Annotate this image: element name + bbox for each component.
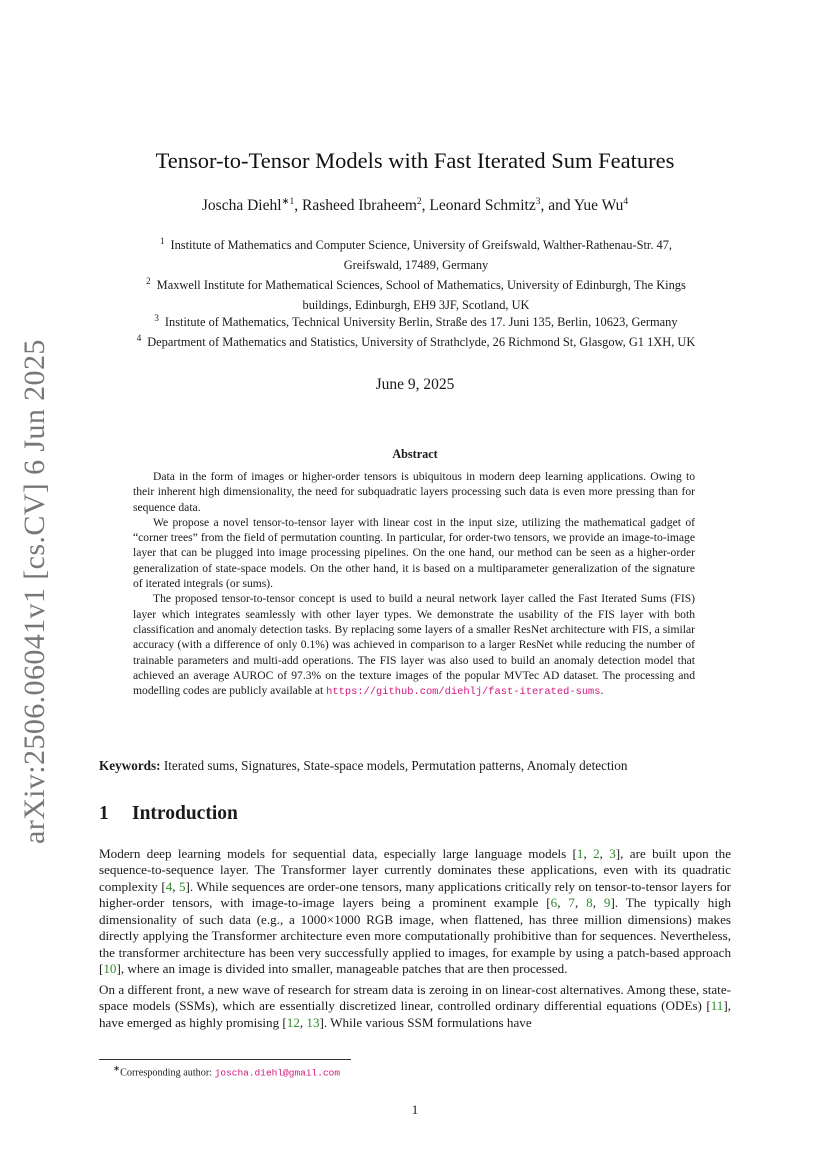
citation-link[interactable]: 1 [576, 846, 584, 861]
body-text: ], have emerged as highly promising [ [99, 998, 731, 1030]
citation-link[interactable]: 7 [568, 895, 575, 911]
arxiv-identifier: arXiv:2506.06041v1 [cs.CV] 6 Jun 2025 [18, 339, 51, 844]
abstract-text: The proposed tensor-to-tensor concept is used to build a neural network layer called the Fast Iterated Sums (FIS) layer which integrates seamlessly with other layer types. We demonstrate the usability of the FIS layer with both classification and anomaly detection tasks. By replacing some layers of a smaller ResNet architecture with FIS, a similar accuracy (with a difference of only 0.1%) was achieved in comparison to a larger ResNet while reducing the number of trainable parameters and multi-add operations. The FIS layer was also used to build an anomaly detection model that achieved an average AUROC of 97.3% on the texture images of the popular MVTec AD dataset. The processing and modelling codes are publicly available at [133, 592, 695, 698]
author-name: Leonard Schmitz [429, 197, 536, 214]
affiliation-1 [96, 231, 736, 275]
keywords [99, 758, 731, 774]
affiliation-text: Institute of Mathematics and Computer Science, University of Greifswald, Walther-Rathenau-Str. 47, [170, 238, 673, 252]
abstract-body [133, 469, 695, 700]
body-text: ]. While sequences are order-one tensors, many applications critically rely on tensor-to-tensor layers for higher-order tensors, with image-to-image layers being a prominent example [ [99, 878, 731, 911]
citation-link[interactable]: 10 [103, 961, 117, 977]
body-text: Modern deep learning models for sequential data, especially large language models [ [99, 846, 577, 861]
footnote [113, 1063, 340, 1078]
body-text: ], are built upon the sequence-to-sequence layer. The Transformer layer currently dominates these applications, even with its quadratic complexity [ [99, 846, 732, 894]
affiliation-number: 1 [159, 236, 165, 246]
body-text: On a different front, a new wave of research for stream data is zeroing in on linear-cost alternatives. Among these, state-space models (SSMs), which are essentially discretized linear, controlled ordinary differential equations (ODEs) [ [99, 981, 731, 1014]
abstract-paragraph [133, 591, 695, 700]
page-number: 1 [411, 1102, 419, 1117]
citation-link[interactable]: 8 [586, 895, 593, 911]
separator: , [592, 895, 604, 911]
separator: , [421, 197, 430, 214]
arxiv-identifier-stamp [18, 339, 58, 844]
body-text: ]. While various SSM formulations have [319, 1014, 532, 1030]
author-affiliation-mark: 3 [535, 197, 541, 207]
github-repository-link[interactable]: https://github.com/diehlj/fast-iterated-sums [326, 686, 601, 699]
affiliation-text: Department of Mathematics and Statistics, University of Strathclyde, 26 Richmond St, Glasgow, G1 1XH, UK [147, 335, 696, 349]
abstract-paragraph: We propose a novel tensor-to-tensor layer with linear cost in the input size, utilizing the mathematical gadget of “corner trees” from the field of permutation counting. In particular, for order-two tensors, we provide an image-to-image layer that can be plugged into image processing pipelines. On the one hand, our method can be seen as a higher-order generalization of state-space models. On the other hand, it is based on a multiparameter generalization of the signature of iterated integrals (or sums). [133, 515, 695, 591]
footnote-text: Corresponding author: [120, 1067, 215, 1079]
affiliation-4 [96, 328, 736, 352]
citation-link[interactable]: 3 [609, 846, 616, 861]
affiliation-number: 4 [136, 333, 142, 343]
paper-title: Tensor-to-Tensor Models with Fast Iterated Sum Features [155, 148, 675, 173]
affiliation-text: buildings, Edinburgh, EH9 3JF, Scotland, UK [302, 298, 530, 312]
author-name: Joscha Diehl [201, 197, 282, 214]
separator: , [574, 895, 587, 911]
keywords-label: Keywords: [99, 758, 161, 773]
separator: , [599, 846, 610, 861]
section-number: 1 [99, 803, 109, 824]
affiliation-number: 3 [154, 313, 159, 323]
author-name: Rasheed Ibraheem [301, 197, 417, 214]
separator: , [557, 895, 569, 911]
separator: , [583, 846, 594, 861]
body-text: ]. The typically high dimensionality of such data (e.g., a 1000×1000 RGB image, when flattened, has three million dimensions) makes directly applying the Transformer architecture even more computationally prohibitive than for sequences. Nevertheless, the transformer architecture has been very successfully applied to images, for example by using a patch-based approach [ [99, 895, 732, 977]
separator: , [294, 197, 302, 214]
body-paragraph [99, 846, 731, 978]
separator: , [172, 878, 179, 894]
body-text: ], where an image is divided into smaller, manageable patches that are then processed. [116, 961, 568, 977]
publication-date: June 9, 2025 [375, 376, 455, 393]
author-affiliation-mark: ∗1 [281, 197, 295, 207]
affiliation-text: Institute of Mathematics, Technical University Berlin, Straße des 17. Juni 135, Berlin, 10623, Germany [164, 315, 678, 329]
author-name: Yue Wu [573, 197, 624, 214]
separator: , [299, 1014, 307, 1030]
affiliation-text: Maxwell Institute for Mathematical Sciences, School of Mathematics, University of Edinburgh, The Kings [156, 278, 686, 292]
section-heading [99, 803, 238, 825]
author-email-link[interactable]: joscha.diehl@gmail.com [214, 1067, 341, 1079]
citation-link[interactable]: 6 [550, 895, 558, 911]
abstract-text: . [600, 684, 604, 698]
section-title: Introduction [132, 803, 238, 824]
author-list [100, 196, 730, 215]
author-affiliation-mark: 4 [623, 197, 629, 207]
citation-link[interactable]: 12 [286, 1014, 300, 1030]
citation-link[interactable]: 9 [603, 895, 611, 911]
separator: , and [540, 197, 574, 214]
affiliation-number: 2 [146, 276, 151, 286]
citation-link[interactable]: 13 [306, 1014, 320, 1030]
introduction-body [99, 846, 731, 1035]
keywords-text: Iterated sums, Signatures, State-space models, Permutation patterns, Anomaly detection [163, 758, 628, 773]
footnote-mark: ∗ [113, 1063, 121, 1073]
author-affiliation-mark: 2 [416, 197, 422, 207]
body-paragraph [99, 982, 731, 1031]
citation-link[interactable]: 2 [593, 846, 600, 861]
abstract-paragraph: Data in the form of images or higher-order tensors is ubiquitous in modern deep learning applications. Owing to their inherent high dimensionality, the need for subquadratic layers processing such data is even more pressing than for sequence data. [133, 470, 695, 514]
affiliation-text: Greifswald, 17489, Germany [343, 258, 489, 272]
citation-link[interactable]: 11 [710, 998, 724, 1014]
abstract-heading: Abstract [392, 447, 438, 461]
footnote-divider [99, 1059, 351, 1060]
citation-link[interactable]: 5 [178, 878, 186, 894]
citation-link[interactable]: 4 [165, 878, 173, 894]
